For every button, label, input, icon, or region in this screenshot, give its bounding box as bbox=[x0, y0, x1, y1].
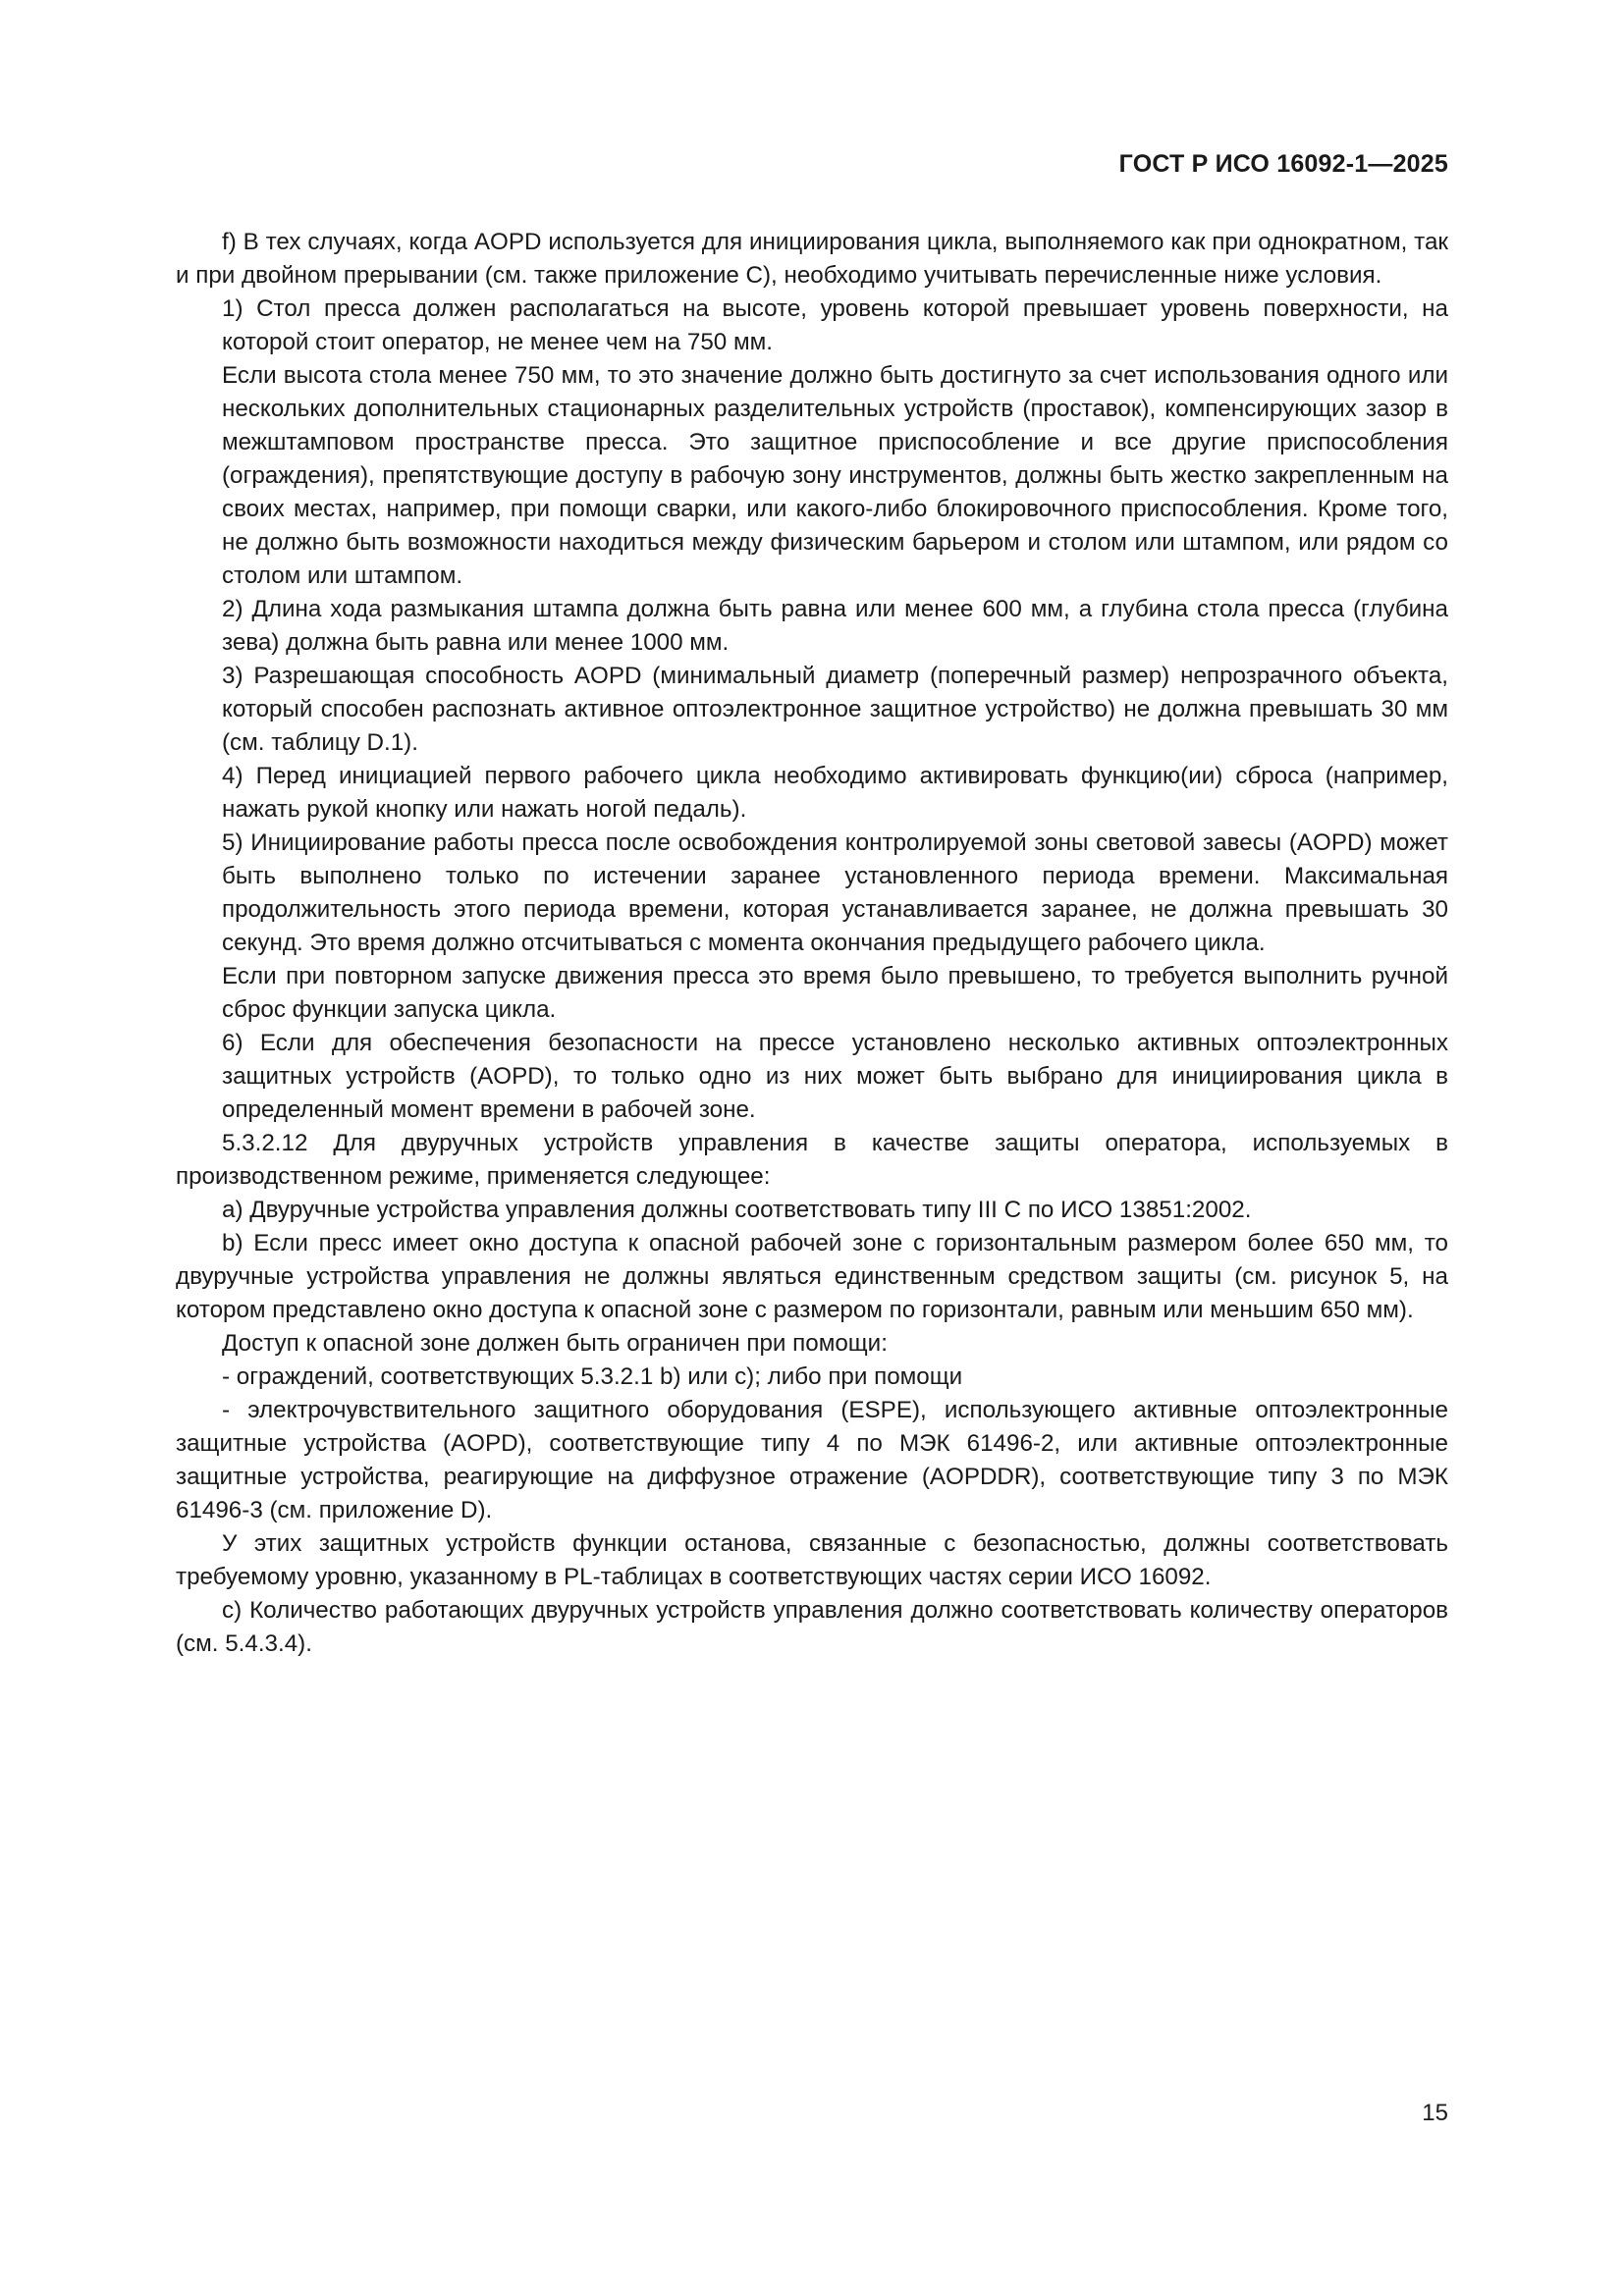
paragraph-access: Доступ к опасной зоне должен быть ограничен при помощи: bbox=[222, 1330, 888, 1357]
item-f5-a: 5) Инициирование работы пресса после освобождения контролируемой зоны световой завесы (AOPD) может быть выполнено только по истечении заранее установленного периода времени. Максимальная продолжительность этого периода времени, которая устанавливается заранее, не должна превышать 30 секунд. Это время должно отсчитываться с момента окончания предыдущего рабочего цикла. bbox=[222, 829, 1448, 956]
item-f6: 6) Если для обеспечения безопасности на прессе установлено несколько активных оптоэлектронных защитных устройств (AOPD), то только одно из них может быть выбрано для инициирования цикла в определенный момент времени в рабочей зоне. bbox=[222, 1030, 1448, 1123]
paragraph-dash-1: - ограждений, соответствующих 5.3.2.1 b) или с); либо при помощи bbox=[222, 1363, 963, 1390]
item-f2: 2) Длина хода размыкания штампа должна быть равна или менее 600 мм, а глубина стола пресса (глубина зева) должна быть равна или менее 1000 мм. bbox=[222, 596, 1448, 656]
item-f3: 3) Разрешающая способность AOPD (минимальный диаметр (поперечный размер) непрозрачного объекта, который способен распознать активное оптоэлектронное защитное устройство) не должна превышать 30 мм (см. таблицу D.1). bbox=[222, 663, 1448, 756]
item-f5-b: Если при повторном запуске движения пресса это время было превышено, то требуется выполнить ручной сброс функции запуска цикла. bbox=[222, 963, 1448, 1023]
item-f1-a: 1) Стол пресса должен располагаться на высоте, уровень которой превышает уровень поверхности, на которой стоит оператор, не менее чем на 750 мм. bbox=[222, 295, 1448, 355]
item-f4: 4) Перед инициацией первого рабочего цикла необходимо активировать функцию(ии) сброса (например, нажать рукой кнопку или нажать ногой педаль). bbox=[222, 763, 1448, 823]
page-number: 15 bbox=[1422, 2100, 1448, 2126]
paragraph-b: b) Если пресс имеет окно доступа к опасной рабочей зоне с горизонтальным размером более 650 мм, то двуручные устройства управления не должны являться единственным средством защиты (см. рисунок 5, на котором представлено окно доступа к опасной зоне с размером по горизонтали, равным или меньшим 650 мм). bbox=[176, 1230, 1448, 1323]
paragraph-c: с) Количество работающих двуручных устройств управления должно соответствовать количеству операторов (см. 5.4.3.4). bbox=[176, 1597, 1448, 1657]
paragraph-5-3-2-12: 5.3.2.12 Для двуручных устройств управления в качестве защиты оператора, используемых в производственном режиме, применяется следующее: bbox=[176, 1130, 1448, 1190]
list-f-items bbox=[176, 293, 1448, 1127]
item-f1-b: Если высота стола менее 750 мм, то это значение должно быть достигнуто за счет использования одного или нескольких дополнительных стационарных разделительных устройств (проставок), компенсирующих зазор в межштамповом пространстве пресса. Это защитное приспособление и все другие приспособления (ограждения), препятствующие доступу в рабочую зону инструментов, должны быть жестко закрепленным на своих местах, например, при помощи сварки, или какого-либо блокировочного приспособления. Кроме того, не должно быть возможности находиться между физическим барьером и столом или штампом, или рядом со столом или штампом. bbox=[222, 362, 1448, 589]
document-body bbox=[176, 226, 1448, 1661]
paragraph-dash-2: - электрочувствительного защитного оборудования (ESPE), использующего активные оптоэлектронные защитные устройства (AOPD), соответствующие типу 4 по МЭК 61496-2, или активные оптоэлектронные защитные устройства, реагирующие на диффузное отражение (AOPDDR), соответствующие типу 3 по МЭК 61496-3 (см. приложение D). bbox=[176, 1397, 1448, 1523]
paragraph-stop-functions: У этих защитных устройств функции останова, связанные с безопасностью, должны соответствовать требуемому уровню, указанному в PL-таблицах в соответствующих частях серии ИСО 16092. bbox=[176, 1530, 1448, 1590]
paragraph-a: a) Двуручные устройства управления должны соответствовать типу III С по ИСО 13851:2002. bbox=[222, 1197, 1252, 1223]
paragraph-f: f) В тех случаях, когда AOPD используется для инициирования цикла, выполняемого как при однократном, так и при двойном прерывании (см. также приложение С), необходимо учитывать перечисленные ниже условия. bbox=[176, 229, 1448, 289]
document-header: ГОСТ Р ИСО 16092-1—2025 bbox=[1118, 150, 1448, 178]
